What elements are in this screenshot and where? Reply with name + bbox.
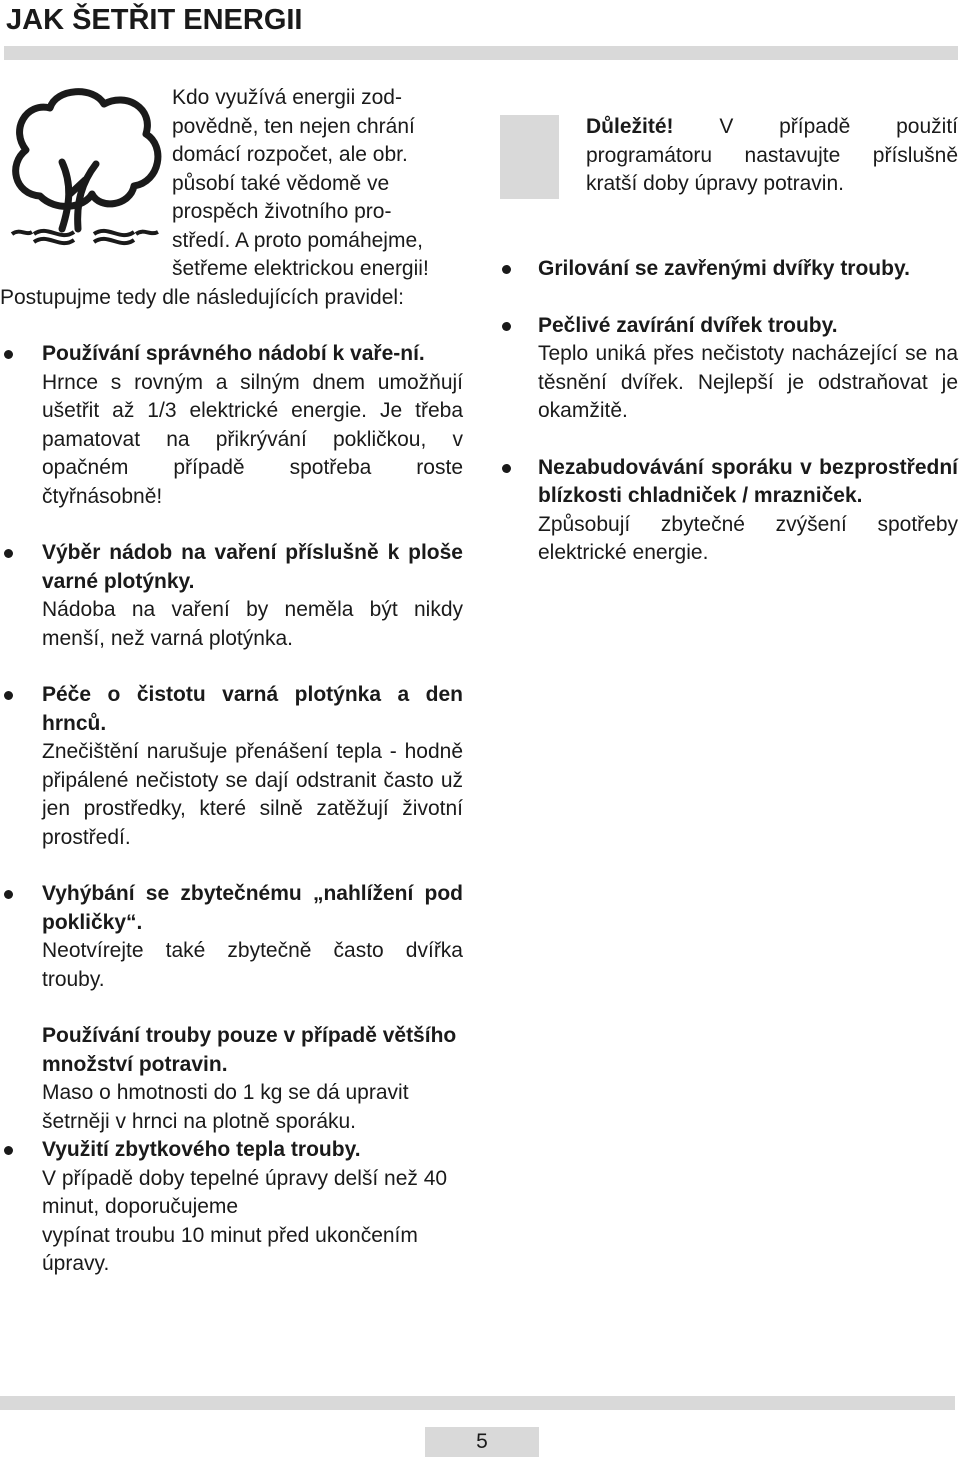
bullet-icon bbox=[4, 890, 13, 899]
important-note bbox=[498, 113, 958, 199]
item-title: Používání správného nádobí k vaře-ní. bbox=[42, 342, 425, 365]
item-title: Vyhýbání se zbytečnému „nahlížení pod pokličky“. bbox=[42, 882, 463, 934]
note-marker bbox=[500, 115, 559, 199]
item-title: Používání trouby pouze v případě většího množství potravin. bbox=[42, 1024, 457, 1076]
intro-line: Kdo využívá energii zod- bbox=[172, 86, 402, 109]
note-label: Důležité! bbox=[586, 115, 674, 138]
page-title: JAK ŠETŘIT ENERGII bbox=[6, 4, 303, 36]
item-title: Pečlivé zavírání dvířek trouby. bbox=[538, 313, 838, 337]
tree-icon bbox=[0, 84, 168, 256]
header-rule bbox=[4, 46, 958, 60]
note-text: V případě použití programátoru nastavujte příslušně kratší doby úpravy potravin. bbox=[586, 115, 958, 195]
intro-line: Postupujme tedy dle následujících pravidel: bbox=[0, 285, 404, 309]
item-body: Neotvírejte také zbytečně často dvířka trouby. bbox=[42, 939, 463, 991]
oven-only-item bbox=[0, 1022, 463, 1136]
bullet-icon bbox=[4, 1146, 13, 1155]
item-body-line: V případě doby tepelné úpravy delší než 40 minut, doporučujeme bbox=[42, 1166, 448, 1218]
item-body: Nádoba na vaření by neměla být nikdy menší, než varná plotýnka. bbox=[42, 598, 463, 650]
footer-rule bbox=[0, 1396, 955, 1410]
list-item bbox=[498, 312, 958, 426]
item-body: Maso o hmotnosti do 1 kg se dá upravit šetrněji v hrnci na plotně sporáku. bbox=[42, 1081, 409, 1133]
page-number: 5 bbox=[425, 1427, 539, 1457]
list-item bbox=[498, 454, 958, 568]
intro-line: středí. A proto pomáhejme, bbox=[172, 228, 423, 252]
item-title: Péče o čistotu varná plotýnka a den hrnců. bbox=[42, 683, 463, 735]
item-title: Nezabudovávání sporáku v bezprostřední blízkosti chladniček / mrazniček. bbox=[538, 455, 958, 507]
item-title: Využití zbytkového tepla trouby. bbox=[42, 1138, 361, 1161]
item-body: Hrnce s rovným a silným dnem umožňují ušetřit až 1/3 elektrické energie. Je třeba pamatovat na přikrývání pokličkou, v opačném případě spotřeba roste čtyřnásobně! bbox=[42, 370, 463, 508]
item-body: Teplo uniká přes nečistoty nacházející se na těsnění dvířek. Nejlepší je odstraňovat je okamžitě. bbox=[538, 342, 958, 422]
item-body: Znečištění narušuje přenášení tepla - hodně připálené nečistoty se dají odstranit často už jen prostředky, které silně zatěžují životní prostředí. bbox=[42, 740, 463, 849]
bullet-icon bbox=[502, 464, 511, 473]
bullet-icon bbox=[4, 691, 13, 700]
intro-line: působí také vědomě ve bbox=[172, 171, 390, 195]
item-title: Výběr nádob na vaření příslušně k ploše varné plotýnky. bbox=[42, 541, 463, 593]
item-body: Způsobují zbytečné zvýšení spotřeby elektrické energie. bbox=[538, 512, 958, 564]
bullet-icon bbox=[4, 549, 13, 558]
intro-line: povědně, ten nejen chrání bbox=[172, 114, 415, 138]
list-item bbox=[0, 681, 463, 852]
intro-line: domácí rozpočet, ale obr. bbox=[172, 143, 408, 166]
list-item bbox=[0, 880, 463, 994]
item-title: Grilování se zavřenými dvířky trouby. bbox=[538, 257, 910, 280]
intro-line: prospěch životního pro- bbox=[172, 200, 392, 223]
list-item bbox=[498, 255, 958, 284]
intro-line: šetřeme elektrickou energii! bbox=[172, 257, 429, 280]
bullet-icon bbox=[4, 350, 13, 359]
left-column bbox=[0, 84, 463, 1279]
item-body-line: vypínat troubu 10 minut před ukončením úpravy. bbox=[42, 1223, 418, 1275]
bullet-icon bbox=[502, 265, 511, 274]
list-item bbox=[0, 340, 463, 511]
intro-section bbox=[0, 84, 463, 312]
right-column bbox=[498, 113, 958, 568]
bullet-icon bbox=[502, 322, 511, 331]
list-item bbox=[0, 1136, 463, 1279]
list-item bbox=[0, 539, 463, 653]
